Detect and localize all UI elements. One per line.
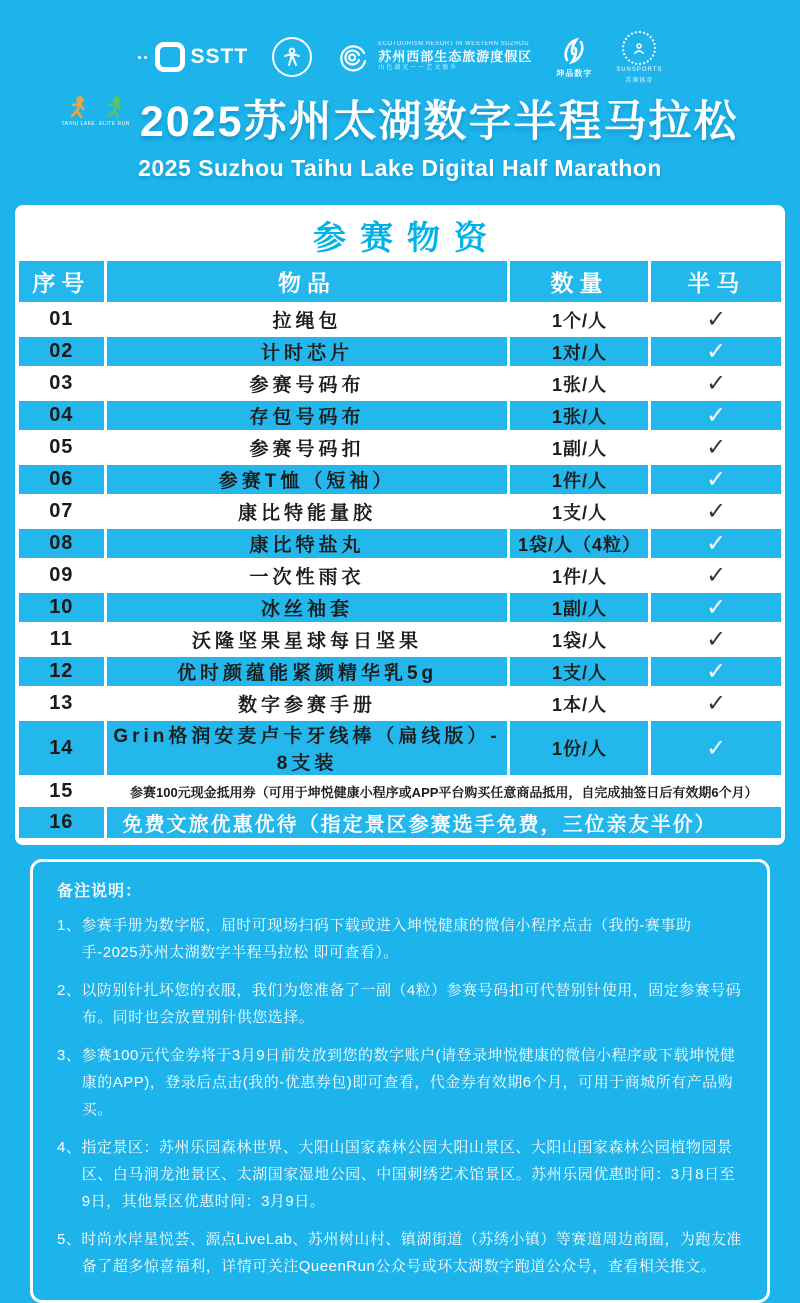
laurel-emblem-icon [622, 31, 656, 65]
mascot-label: ELITE RUN [99, 121, 130, 127]
span-row-text: 免费文旅优惠优待（指定景区参赛选手免费，三位亲友半价） [107, 807, 781, 841]
item-name: 参赛号码布 [107, 369, 511, 401]
row-number: 03 [19, 369, 107, 401]
table-row [19, 465, 781, 497]
half-marathon-check-icon: ✓ [651, 561, 781, 593]
table-row-span [19, 778, 781, 807]
row-number: 01 [19, 305, 107, 337]
sunsports-en-text: SUNSPORTS [616, 66, 663, 73]
item-name: Grin格润安麦卢卡牙线棒（扁线版）- 8支装 [107, 721, 511, 778]
half-marathon-check-icon: ✓ [651, 657, 781, 689]
header-qty: 数量 [510, 261, 651, 305]
table-row [19, 401, 781, 433]
item-quantity: 1件/人 [510, 465, 651, 497]
half-marathon-check-icon: ✓ [651, 433, 781, 465]
table-row [19, 305, 781, 337]
sunsports-logo [616, 31, 662, 84]
half-marathon-check-icon: ✓ [651, 369, 781, 401]
table-row [19, 657, 781, 689]
item-name: 拉绳包 [107, 305, 511, 337]
table-row [19, 433, 781, 465]
item-name: 一次性雨衣 [107, 561, 511, 593]
row-number: 05 [19, 433, 107, 465]
sstt-dots-icon [138, 56, 147, 59]
sponsor-logo-strip [0, 0, 800, 86]
item-quantity: 1袋/人 [510, 625, 651, 657]
item-quantity: 1张/人 [510, 369, 651, 401]
item-name: 计时芯片 [107, 337, 511, 369]
row-number: 06 [19, 465, 107, 497]
swirl-icon [336, 40, 370, 74]
item-quantity: 1袋/人（4粒） [510, 529, 651, 561]
item-name: 数字参赛手册 [107, 689, 511, 721]
span-row-text: 参赛100元现金抵用券（可用于坤悦健康小程序或APP平台购买任意商品抵用，自完成抽签日后有效期6个月） [107, 778, 781, 807]
remark-item: 2、以防别针扎坏您的衣服，我们为您准备了一副（4粒）参赛号码扣可代替别针使用，固定参赛号码布。同时也会放置别针供您选择。 [57, 982, 742, 1026]
header-item: 物品 [107, 261, 511, 305]
row-number: 08 [19, 529, 107, 561]
row-number: 07 [19, 497, 107, 529]
runner-green-icon [104, 96, 126, 120]
section-title: 参赛物资 [313, 218, 501, 256]
row-number: 02 [19, 337, 107, 369]
item-quantity: 1对/人 [510, 337, 651, 369]
sunsports-cn-text: 苏奥体育 [625, 77, 654, 84]
item-quantity: 1件/人 [510, 561, 651, 593]
item-name: 参赛T恤（短袖） [107, 465, 511, 497]
row-number: 04 [19, 401, 107, 433]
event-title-en: 2025 Suzhou Taihu Lake Digital Half Marathon [138, 155, 662, 181]
row-number: 13 [19, 689, 107, 721]
event-title-cn: 2025苏州太湖数字半程马拉松 [139, 98, 739, 146]
half-marathon-check-icon: ✓ [651, 465, 781, 497]
remark-item: 5、时尚水岸星悦荟、源点LiveLab、苏州树山村、镇湖街道（苏绣小镇）等赛道周边商圈，为跑友准备了超多惊喜福利，详情可关注QueenRun公众号或环太湖数字跑道公众号，查看相关推文。 [57, 1231, 742, 1275]
remark-item: 1、参赛手册为数字版，届时可现场扫码下载或进入坤悦健康的微信小程序点击（我的-赛事助手-2025苏州太湖数字半程马拉松 即可查看）。 [57, 917, 692, 961]
sstt-logo [138, 42, 249, 72]
item-name: 存包号码布 [107, 401, 511, 433]
ecotourism-tagline: 山色湖光～～艺文旅乡 [378, 65, 459, 72]
supplies-panel [15, 205, 785, 845]
table-row [19, 561, 781, 593]
item-quantity: 1份/人 [510, 721, 651, 778]
item-quantity: 1支/人 [510, 657, 651, 689]
kunpin-digital-logo [556, 36, 592, 79]
item-quantity: 1本/人 [510, 689, 651, 721]
table-row-span [19, 807, 781, 841]
runner-orange-icon [67, 96, 89, 120]
item-name: 康比特盐丸 [107, 529, 511, 561]
table-header-row [19, 261, 781, 305]
event-title-row [0, 88, 800, 149]
remark-item: 4、指定景区：苏州乐园森林世界、大阳山国家森林公园大阳山景区、大阳山国家森林公园植物园景区、白马涧龙池景区、太湖国家湿地公园、中国刺绣艺术馆景区。苏州乐园优惠时间：3月8日至9日，其他景区优惠时间：3月9日。 [57, 1139, 735, 1210]
half-marathon-check-icon: ✓ [651, 625, 781, 657]
table-row [19, 721, 781, 778]
ribbon-icon [559, 36, 589, 66]
supplies-table [19, 261, 781, 841]
mascot-label: TAIHU LAKE [61, 121, 96, 127]
ecotourism-resort-logo [336, 40, 532, 74]
row-number: 14 [19, 721, 107, 778]
table-row [19, 529, 781, 561]
half-marathon-check-icon: ✓ [651, 529, 781, 561]
item-name: 沃隆坚果星球每日坚果 [107, 625, 511, 657]
item-quantity: 1张/人 [510, 401, 651, 433]
half-marathon-check-icon: ✓ [651, 497, 781, 529]
item-quantity: 1个/人 [510, 305, 651, 337]
figure-logo-icon [272, 37, 312, 77]
kunpin-logo-text: 坤品数字 [556, 68, 593, 78]
half-marathon-check-icon: ✓ [651, 593, 781, 625]
mascot-elite-run [99, 96, 130, 127]
row-number: 10 [19, 593, 107, 625]
ecotourism-en-text: ECOTOURISM RESORT IN WESTERN SUZHOU [378, 41, 530, 48]
table-row [19, 625, 781, 657]
half-marathon-check-icon: ✓ [651, 337, 781, 369]
header-half-marathon: 半马 [651, 261, 781, 305]
item-name: 康比特能量胶 [107, 497, 511, 529]
item-quantity: 1支/人 [510, 497, 651, 529]
table-row [19, 337, 781, 369]
table-row [19, 689, 781, 721]
half-marathon-check-icon: ✓ [651, 401, 781, 433]
half-marathon-check-icon: ✓ [651, 305, 781, 337]
remarks-title: 备注说明： [57, 883, 143, 900]
remarks-box [30, 859, 770, 1303]
table-row [19, 369, 781, 401]
row-number: 11 [19, 625, 107, 657]
remark-item: 3、参赛100元代金券将于3月9日前发放到您的数字账户(请登录坤悦健康的微信小程序或下载坤悦健康的APP)，登录后点击(我的-优惠券包)即可查看，代金券有效期6个月，可用于商城所有产品购买。 [57, 1047, 736, 1118]
header-no: 序号 [19, 261, 107, 305]
row-number: 15 [19, 778, 107, 807]
item-name: 参赛号码扣 [107, 433, 511, 465]
half-marathon-check-icon: ✓ [651, 721, 781, 778]
item-quantity: 1副/人 [510, 433, 651, 465]
table-row [19, 497, 781, 529]
runner-mascots [61, 96, 129, 127]
item-name: 冰丝袖套 [107, 593, 511, 625]
ecotourism-cn-text: 苏州西部生态旅游度假区 [378, 48, 533, 64]
row-number: 09 [19, 561, 107, 593]
item-quantity: 1副/人 [510, 593, 651, 625]
half-marathon-check-icon: ✓ [651, 689, 781, 721]
item-name: 优时颜蕴能紧颜精华乳5g [107, 657, 511, 689]
row-number: 16 [19, 807, 107, 841]
sstt-logo-text: SSTT [190, 45, 249, 68]
mascot-taihu-lake [61, 96, 95, 127]
sstt-ring-icon [155, 42, 185, 72]
table-row [19, 593, 781, 625]
row-number: 12 [19, 657, 107, 689]
